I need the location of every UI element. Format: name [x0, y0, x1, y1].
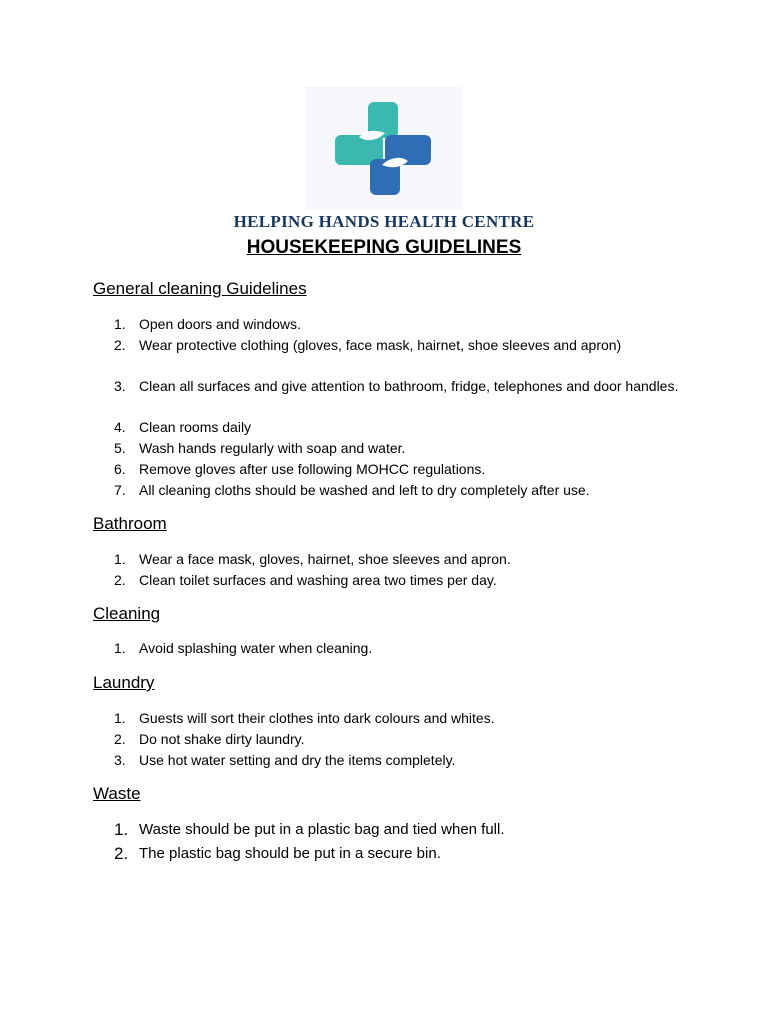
section-heading-bathroom: Bathroom: [93, 514, 167, 533]
list-text: All cleaning cloths should be washed and left to dry completely after use.: [139, 482, 590, 498]
list-text: Wear protective clothing (gloves, face mask, hairnet, shoe sleeves and apron): [139, 337, 622, 353]
list-text: Avoid splashing water when cleaning.: [139, 640, 373, 656]
list-text: Clean rooms daily: [139, 419, 252, 435]
list-text: Remove gloves after use following MOHCC regulations.: [139, 461, 486, 477]
list-number: 1.: [114, 316, 126, 332]
document-title: HOUSEKEEPING GUIDELINES: [246, 237, 522, 258]
list-number: 3.: [114, 378, 126, 394]
list-item: [114, 708, 694, 729]
list-item: [114, 843, 694, 864]
organization-name: HELPING HANDS HEALTH CENTRE: [233, 212, 535, 231]
list-text: Do not shake dirty laundry.: [139, 731, 305, 747]
list-text: Wash hands regularly with soap and water.: [139, 440, 406, 456]
list-item: [114, 438, 694, 459]
list-item: [114, 819, 694, 840]
list-item: [114, 549, 694, 570]
list-number: 2.: [114, 731, 126, 747]
list-item: [114, 638, 694, 659]
list-item: [114, 729, 694, 750]
list-text: Clean all surfaces and give attention to bathroom, fridge, telephones and door handles.: [139, 378, 679, 394]
list-number: 3.: [114, 752, 126, 768]
list-item: [114, 314, 694, 335]
list-number: 7.: [114, 482, 126, 498]
list-number: 6.: [114, 461, 126, 477]
section-heading-laundry: Laundry: [93, 673, 155, 692]
list-item: [114, 459, 694, 480]
list-number: 1.: [114, 820, 129, 839]
list-item: [114, 376, 694, 397]
list-number: 1.: [114, 640, 126, 656]
list-text: Wear a face mask, gloves, hairnet, shoe sleeves and apron.: [139, 551, 511, 567]
section-heading-general-cleaning: General cleaning Guidelines: [93, 279, 307, 298]
section-heading-waste: Waste: [93, 784, 141, 803]
list-number: 2.: [114, 572, 126, 588]
health-centre-logo: [305, 87, 462, 210]
list-item: [114, 750, 694, 771]
list-item: [114, 570, 694, 591]
list-text: Guests will sort their clothes into dark colours and whites.: [139, 710, 495, 726]
list-number: 2.: [114, 337, 126, 353]
list-text: Use hot water setting and dry the items completely.: [139, 752, 456, 768]
list-text: Waste should be put in a plastic bag and tied when full.: [139, 821, 505, 838]
list-number: 1.: [114, 551, 126, 567]
list-number: 2.: [114, 844, 129, 863]
list-item: [114, 335, 694, 356]
list-item: [114, 417, 694, 438]
section-heading-cleaning: Cleaning: [93, 604, 161, 623]
list-number: 5.: [114, 440, 126, 456]
list-text: Clean toilet surfaces and washing area two times per day.: [139, 572, 497, 588]
list-number: 4.: [114, 419, 126, 435]
list-text: Open doors and windows.: [139, 316, 301, 332]
list-number: 1.: [114, 710, 126, 726]
cross-hands-icon: [305, 87, 462, 210]
list-text: The plastic bag should be put in a secure bin.: [139, 845, 441, 862]
list-item: [114, 480, 694, 501]
